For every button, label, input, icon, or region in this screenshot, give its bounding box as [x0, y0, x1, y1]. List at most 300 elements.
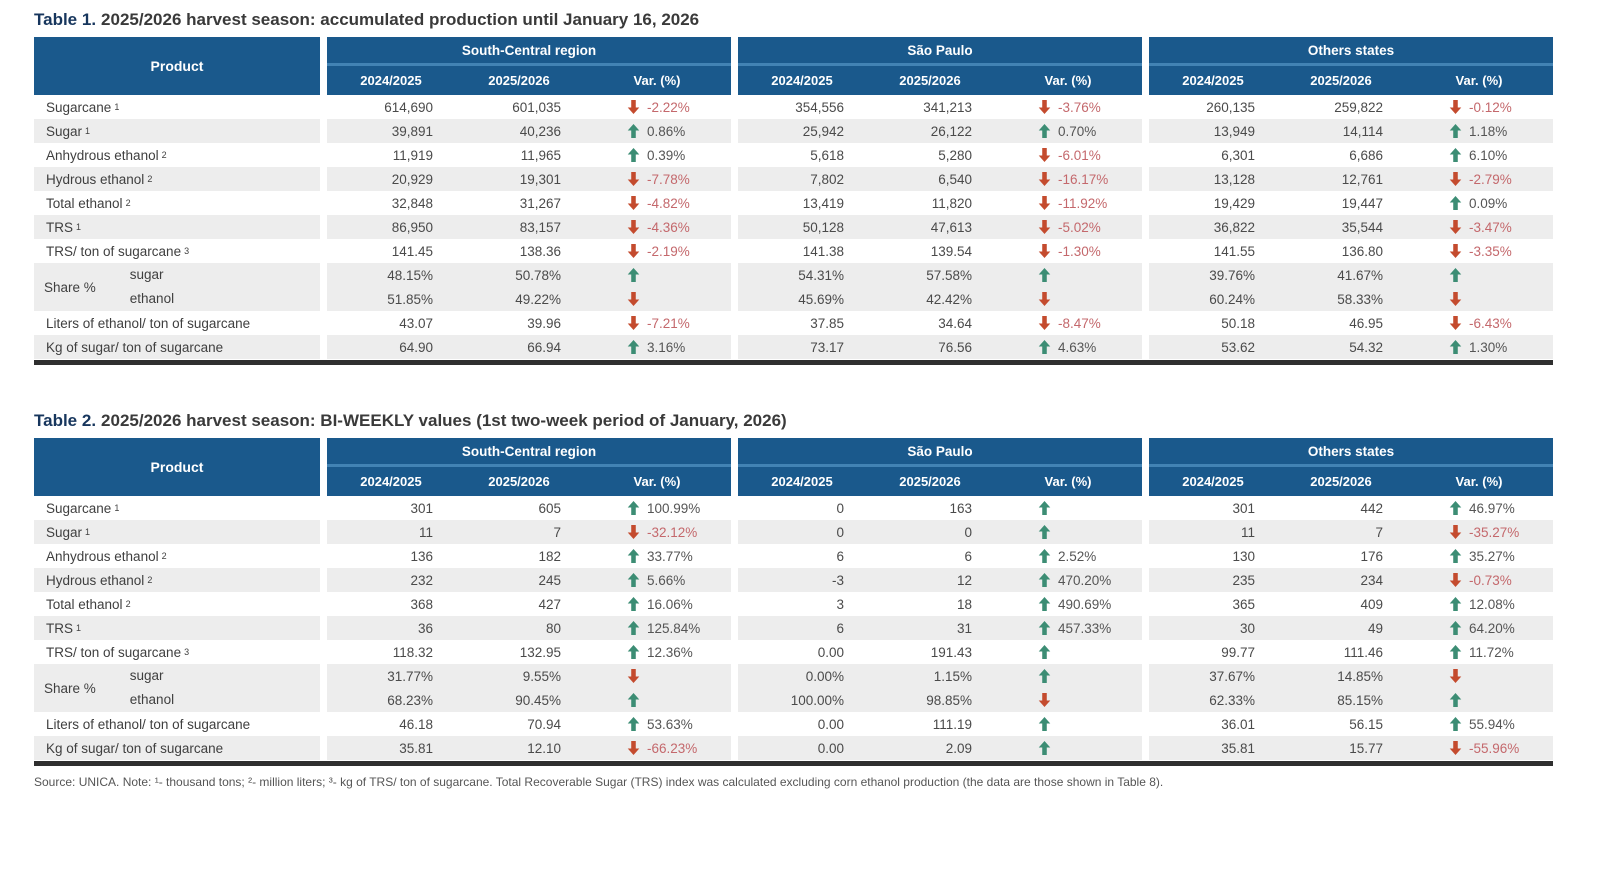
variation-cell: [583, 544, 731, 568]
up-arrow-icon: [627, 124, 640, 138]
cell-value: 301: [410, 500, 433, 516]
region-data-group: [327, 335, 731, 359]
product-footnote-marker: 1: [85, 126, 91, 136]
variation-cell: [583, 215, 731, 239]
column-gap: [1142, 263, 1149, 311]
variation-cell: [994, 664, 1142, 688]
product-cell: [34, 544, 320, 568]
cell-value: 0.00: [817, 644, 844, 660]
column-gap: [731, 239, 738, 263]
column-gap: [320, 239, 327, 263]
cell-value: 6,686: [1349, 147, 1383, 163]
cell-value: 141.45: [391, 243, 433, 259]
region-data-group: [327, 592, 731, 616]
column-gap: [320, 712, 327, 736]
up-arrow-icon: [627, 621, 640, 635]
value-column: [866, 664, 994, 712]
value-column: [1277, 263, 1405, 311]
region-data-group: [738, 191, 1142, 215]
variation-cell: [583, 688, 731, 712]
cell-value: 12.10: [527, 740, 561, 756]
variation-value: 3.16%: [647, 339, 686, 355]
column-gap: [320, 592, 327, 616]
region-data-group: [738, 167, 1142, 191]
column-gap: [1142, 438, 1149, 496]
up-arrow-icon: [1038, 669, 1051, 683]
variation-cell: [583, 239, 731, 263]
up-arrow-icon: [1038, 717, 1051, 731]
region-data-group: [1149, 592, 1553, 616]
down-arrow-icon: [627, 525, 640, 539]
region-data-group: [327, 712, 731, 736]
table-row: [34, 592, 1553, 616]
share-sublabel: ethanol: [129, 692, 175, 707]
region-data-group: [738, 335, 1142, 359]
cell-value: 37.67%: [1209, 668, 1255, 684]
region-name: Others states: [1149, 37, 1553, 63]
cell-value: 68.23%: [387, 692, 433, 708]
region-subcolumns: [738, 467, 1142, 496]
column-gap: [731, 311, 738, 335]
up-arrow-icon: [627, 573, 640, 587]
variation-cell: [583, 119, 731, 143]
column-gap: [320, 37, 327, 95]
down-arrow-icon: [627, 172, 640, 186]
cell-value: 45.69%: [798, 291, 844, 307]
region-data-group: [1149, 616, 1553, 640]
column-gap: [731, 438, 738, 496]
cell-value: 39.96: [527, 315, 561, 331]
region-header: [327, 438, 731, 496]
product-cell: [34, 95, 320, 119]
value-column: [866, 263, 994, 311]
region-data-group: [327, 568, 731, 592]
up-arrow-icon: [627, 501, 640, 515]
product-cell: [34, 736, 320, 760]
table-title: [34, 10, 1553, 30]
cell-value: 31,267: [519, 195, 561, 211]
cell-value: 13,128: [1213, 171, 1255, 187]
cell-value: 64.90: [399, 339, 433, 355]
column-gap: [320, 496, 327, 520]
up-arrow-icon: [1038, 645, 1051, 659]
column-gap: [320, 263, 327, 311]
variation-value: -6.43%: [1469, 315, 1512, 331]
product-cell: [34, 712, 320, 736]
variation-value: -55.96%: [1469, 740, 1520, 756]
subcolumn-header: Var. (%): [1044, 474, 1092, 489]
cell-value: 36.01: [1221, 716, 1255, 732]
region-data-group: [327, 143, 731, 167]
cell-value: 76.56: [938, 339, 972, 355]
product-label: TRS: [46, 620, 73, 636]
product-label: Sugar: [46, 123, 83, 139]
product-cell: [34, 592, 320, 616]
down-arrow-icon: [1449, 669, 1462, 683]
table-title: [34, 411, 1553, 431]
cell-value: 48.15%: [387, 267, 433, 283]
table-header: [34, 37, 1553, 95]
cell-value: 36: [417, 620, 433, 636]
table-title-prefix: Table 1.: [34, 10, 97, 29]
cell-value: 9.55%: [522, 668, 561, 684]
variation-cell: [1405, 616, 1553, 640]
product-label: Hydrous ethanol: [46, 572, 145, 588]
up-arrow-icon: [627, 340, 640, 354]
variation-value: -35.27%: [1469, 524, 1520, 540]
cell-value: 35,544: [1341, 219, 1383, 235]
product-cell: [34, 616, 320, 640]
product-label: Sugarcane: [46, 99, 112, 115]
variation-value: -3.35%: [1469, 243, 1512, 259]
cell-value: 39.76%: [1209, 267, 1255, 283]
column-gap: [320, 616, 327, 640]
column-gap: [1142, 215, 1149, 239]
subcolumn-header: 2025/2026: [1310, 73, 1372, 88]
variation-cell: [994, 215, 1142, 239]
cell-value: 42.42%: [926, 291, 972, 307]
subcolumn-header: Var. (%): [1455, 73, 1503, 88]
subcolumn-header: Var. (%): [633, 474, 681, 489]
region-data-group: [327, 544, 731, 568]
column-gap: [320, 119, 327, 143]
cell-value: 301: [1232, 500, 1255, 516]
cell-value: 54.32: [1349, 339, 1383, 355]
variation-cell: [583, 592, 731, 616]
share-product-cell: [34, 664, 320, 712]
up-arrow-icon: [627, 717, 640, 731]
variation-value: 1.18%: [1469, 123, 1508, 139]
column-gap: [320, 335, 327, 359]
up-arrow-icon: [1449, 693, 1462, 707]
variation-value: 16.06%: [647, 596, 693, 612]
variation-cell: [1405, 95, 1553, 119]
region-data-group: [738, 520, 1142, 544]
share-sublabels: [130, 664, 174, 712]
column-gap: [731, 736, 738, 760]
variation-cell: [583, 736, 731, 760]
cell-value: 2.09: [945, 740, 972, 756]
region-data-group: [327, 191, 731, 215]
down-arrow-icon: [627, 292, 640, 306]
variation-value: 1.30%: [1469, 339, 1508, 355]
up-arrow-icon: [627, 597, 640, 611]
subcolumn-header: 2025/2026: [488, 73, 550, 88]
column-gap: [320, 640, 327, 664]
up-arrow-icon: [1038, 549, 1051, 563]
cell-value: 49: [1367, 620, 1383, 636]
cell-value: 232: [410, 572, 433, 588]
table-bottom-rule: [34, 360, 1553, 365]
cell-value: 26,122: [930, 123, 972, 139]
region-data-group: [738, 736, 1142, 760]
cell-value: 111.19: [932, 716, 972, 732]
cell-value: 0: [836, 500, 844, 516]
cell-value: 11: [418, 524, 433, 540]
variation-value: -1.30%: [1058, 243, 1101, 259]
cell-value: 12,761: [1341, 171, 1383, 187]
value-column: [455, 263, 583, 311]
variation-cell: [994, 143, 1142, 167]
cell-value: 11,965: [520, 147, 561, 163]
table-row: [34, 119, 1553, 143]
variation-column: [1405, 263, 1553, 311]
column-header-product: Product: [34, 438, 320, 496]
region-subcolumns: [1149, 66, 1553, 95]
down-arrow-icon: [1449, 525, 1462, 539]
variation-value: -4.36%: [647, 219, 690, 235]
variation-cell: [583, 311, 731, 335]
variation-cell: [1405, 736, 1553, 760]
cell-value: 11,820: [931, 195, 972, 211]
variation-cell: [583, 712, 731, 736]
subcolumn-header: 2025/2026: [488, 474, 550, 489]
table-bottom-rule: [34, 761, 1553, 766]
product-label: Liters of ethanol/ ton of sugarcane: [46, 716, 251, 732]
cell-value: 43.07: [399, 315, 433, 331]
table-row: [34, 215, 1553, 239]
column-gap: [1142, 239, 1149, 263]
down-arrow-icon: [1038, 220, 1051, 234]
variation-value: 457.33%: [1058, 620, 1112, 636]
variation-value: 0.86%: [647, 123, 686, 139]
down-arrow-icon: [627, 669, 640, 683]
cell-value: 41.67%: [1337, 267, 1383, 283]
table-title-prefix: Table 2.: [34, 411, 97, 430]
product-footnote-marker: 3: [184, 246, 190, 256]
variation-cell: [994, 736, 1142, 760]
cell-value: 39,891: [391, 123, 433, 139]
product-cell: [34, 215, 320, 239]
region-subcolumns: [327, 467, 731, 496]
table-row: [34, 736, 1553, 760]
down-arrow-icon: [1038, 292, 1051, 306]
cell-value: 111.46: [1343, 644, 1383, 660]
cell-value: 57.58%: [926, 267, 972, 283]
variation-value: -16.17%: [1058, 171, 1109, 187]
product-footnote-marker: 3: [184, 647, 190, 657]
region-data-group: [738, 215, 1142, 239]
down-arrow-icon: [1038, 148, 1051, 162]
region-data-group: [738, 119, 1142, 143]
subcolumn-header: Var. (%): [1455, 474, 1503, 489]
column-gap: [731, 592, 738, 616]
variation-cell: [1405, 664, 1553, 688]
subcolumn-header: 2024/2025: [1182, 73, 1244, 88]
product-footnote-marker: 1: [76, 222, 82, 232]
up-arrow-icon: [1449, 268, 1462, 282]
region-data-group: [738, 664, 1142, 712]
column-gap: [1142, 616, 1149, 640]
variation-cell: [994, 335, 1142, 359]
region-name: São Paulo: [738, 37, 1142, 63]
cell-value: 141.55: [1213, 243, 1255, 259]
table-header: [34, 438, 1553, 496]
variation-cell: [994, 239, 1142, 263]
up-arrow-icon: [627, 549, 640, 563]
product-footnote-marker: 2: [161, 551, 167, 561]
cell-value: 138.36: [519, 243, 561, 259]
variation-cell: [994, 191, 1142, 215]
region-data-group: [327, 215, 731, 239]
variation-cell: [583, 263, 731, 287]
cell-value: 0: [836, 524, 844, 540]
cell-value: 234: [1360, 572, 1383, 588]
region-data-group: [327, 664, 731, 712]
share-sublabel: sugar: [129, 267, 164, 282]
variation-column: [583, 263, 731, 311]
column-gap: [1142, 143, 1149, 167]
region-data-group: [738, 311, 1142, 335]
region-data-group: [738, 568, 1142, 592]
down-arrow-icon: [1449, 244, 1462, 258]
subcolumn-header: Var. (%): [1044, 73, 1092, 88]
variation-cell: [1405, 592, 1553, 616]
region-name: Others states: [1149, 438, 1553, 464]
up-arrow-icon: [1449, 501, 1462, 515]
cell-value: 98.85%: [926, 692, 972, 708]
cell-value: 62.33%: [1209, 692, 1255, 708]
column-gap: [731, 95, 738, 119]
variation-cell: [583, 167, 731, 191]
region-data-group: [1149, 191, 1553, 215]
region-data-group: [738, 263, 1142, 311]
cell-value: 54.31%: [798, 267, 844, 283]
cell-value: 341,213: [923, 99, 972, 115]
cell-value: 0.00: [817, 740, 844, 756]
variation-cell: [1405, 496, 1553, 520]
up-arrow-icon: [1038, 597, 1051, 611]
variation-cell: [1405, 215, 1553, 239]
region-data-group: [327, 167, 731, 191]
share-label: Share %: [44, 680, 96, 696]
cell-value: 614,690: [384, 99, 433, 115]
down-arrow-icon: [1449, 220, 1462, 234]
cell-value: 427: [538, 596, 561, 612]
variation-cell: [583, 640, 731, 664]
cell-value: 20,929: [391, 171, 433, 187]
region-data-group: [327, 640, 731, 664]
column-gap: [1142, 119, 1149, 143]
down-arrow-icon: [1038, 693, 1051, 707]
variation-cell: [1405, 335, 1553, 359]
column-gap: [320, 664, 327, 712]
variation-cell: [1405, 712, 1553, 736]
variation-cell: [994, 263, 1142, 287]
tables-root: [0, 10, 1600, 766]
product-label: TRS/ ton of sugarcane: [46, 243, 182, 259]
cell-value: 7: [553, 524, 561, 540]
cell-value: 99.77: [1221, 644, 1255, 660]
variation-column: [994, 263, 1142, 311]
variation-cell: [583, 335, 731, 359]
region-data-group: [738, 239, 1142, 263]
variation-value: 33.77%: [647, 548, 693, 564]
subcolumn-header: 2025/2026: [899, 73, 961, 88]
product-cell: [34, 143, 320, 167]
product-cell: [34, 640, 320, 664]
variation-cell: [994, 616, 1142, 640]
variation-value: 2.52%: [1058, 548, 1097, 564]
cell-value: 601,035: [512, 99, 561, 115]
cell-value: 7: [1375, 524, 1383, 540]
cell-value: 83,157: [519, 219, 561, 235]
cell-value: 50.18: [1221, 315, 1255, 331]
value-column: [327, 664, 455, 712]
variation-cell: [1405, 239, 1553, 263]
column-gap: [731, 520, 738, 544]
down-arrow-icon: [1449, 100, 1462, 114]
column-gap: [320, 311, 327, 335]
column-gap: [731, 119, 738, 143]
column-gap: [320, 520, 327, 544]
variation-cell: [1405, 520, 1553, 544]
table-row: [34, 311, 1553, 335]
cell-value: 260,135: [1206, 99, 1255, 115]
variation-value: -3.76%: [1058, 99, 1101, 115]
cell-value: 12: [956, 572, 972, 588]
share-sublabel: sugar: [129, 668, 164, 683]
cell-value: 365: [1232, 596, 1255, 612]
cell-value: 40,236: [519, 123, 561, 139]
region-name: South-Central region: [327, 438, 731, 464]
column-gap: [1142, 544, 1149, 568]
region-subcolumns: [327, 66, 731, 95]
region-name: South-Central region: [327, 37, 731, 63]
column-gap: [731, 167, 738, 191]
product-label: Anhydrous ethanol: [46, 548, 159, 564]
column-gap: [320, 167, 327, 191]
share-sublabels: [130, 263, 174, 311]
cell-value: 141.38: [802, 243, 844, 259]
variation-value: 490.69%: [1058, 596, 1112, 612]
region-data-group: [327, 239, 731, 263]
cell-value: 25,942: [802, 123, 844, 139]
cell-value: 32,848: [391, 195, 433, 211]
cell-value: 13,419: [802, 195, 844, 211]
region-data-group: [738, 616, 1142, 640]
value-column: [1149, 664, 1277, 712]
region-header: [738, 37, 1142, 95]
cell-value: 136.80: [1341, 243, 1383, 259]
cell-value: 235: [1232, 572, 1255, 588]
cell-value: 6,540: [938, 171, 972, 187]
variation-column: [1405, 664, 1553, 712]
cell-value: -3: [831, 572, 844, 588]
cell-value: 191.43: [930, 644, 972, 660]
column-gap: [1142, 568, 1149, 592]
cell-value: 50.78%: [515, 267, 561, 283]
region-data-group: [1149, 736, 1553, 760]
cell-value: 50,128: [802, 219, 844, 235]
column-gap: [731, 496, 738, 520]
up-arrow-icon: [627, 693, 640, 707]
product-label: Anhydrous ethanol: [46, 147, 159, 163]
variation-value: -3.47%: [1469, 219, 1512, 235]
cell-value: 0: [964, 524, 972, 540]
column-gap: [731, 143, 738, 167]
down-arrow-icon: [1038, 172, 1051, 186]
region-data-group: [1149, 95, 1553, 119]
region-data-group: [1149, 544, 1553, 568]
variation-cell: [583, 95, 731, 119]
column-gap: [731, 37, 738, 95]
cell-value: 6: [836, 548, 844, 564]
region-data-group: [1149, 664, 1553, 712]
up-arrow-icon: [1449, 621, 1462, 635]
variation-cell: [1405, 191, 1553, 215]
variation-value: 35.27%: [1469, 548, 1515, 564]
